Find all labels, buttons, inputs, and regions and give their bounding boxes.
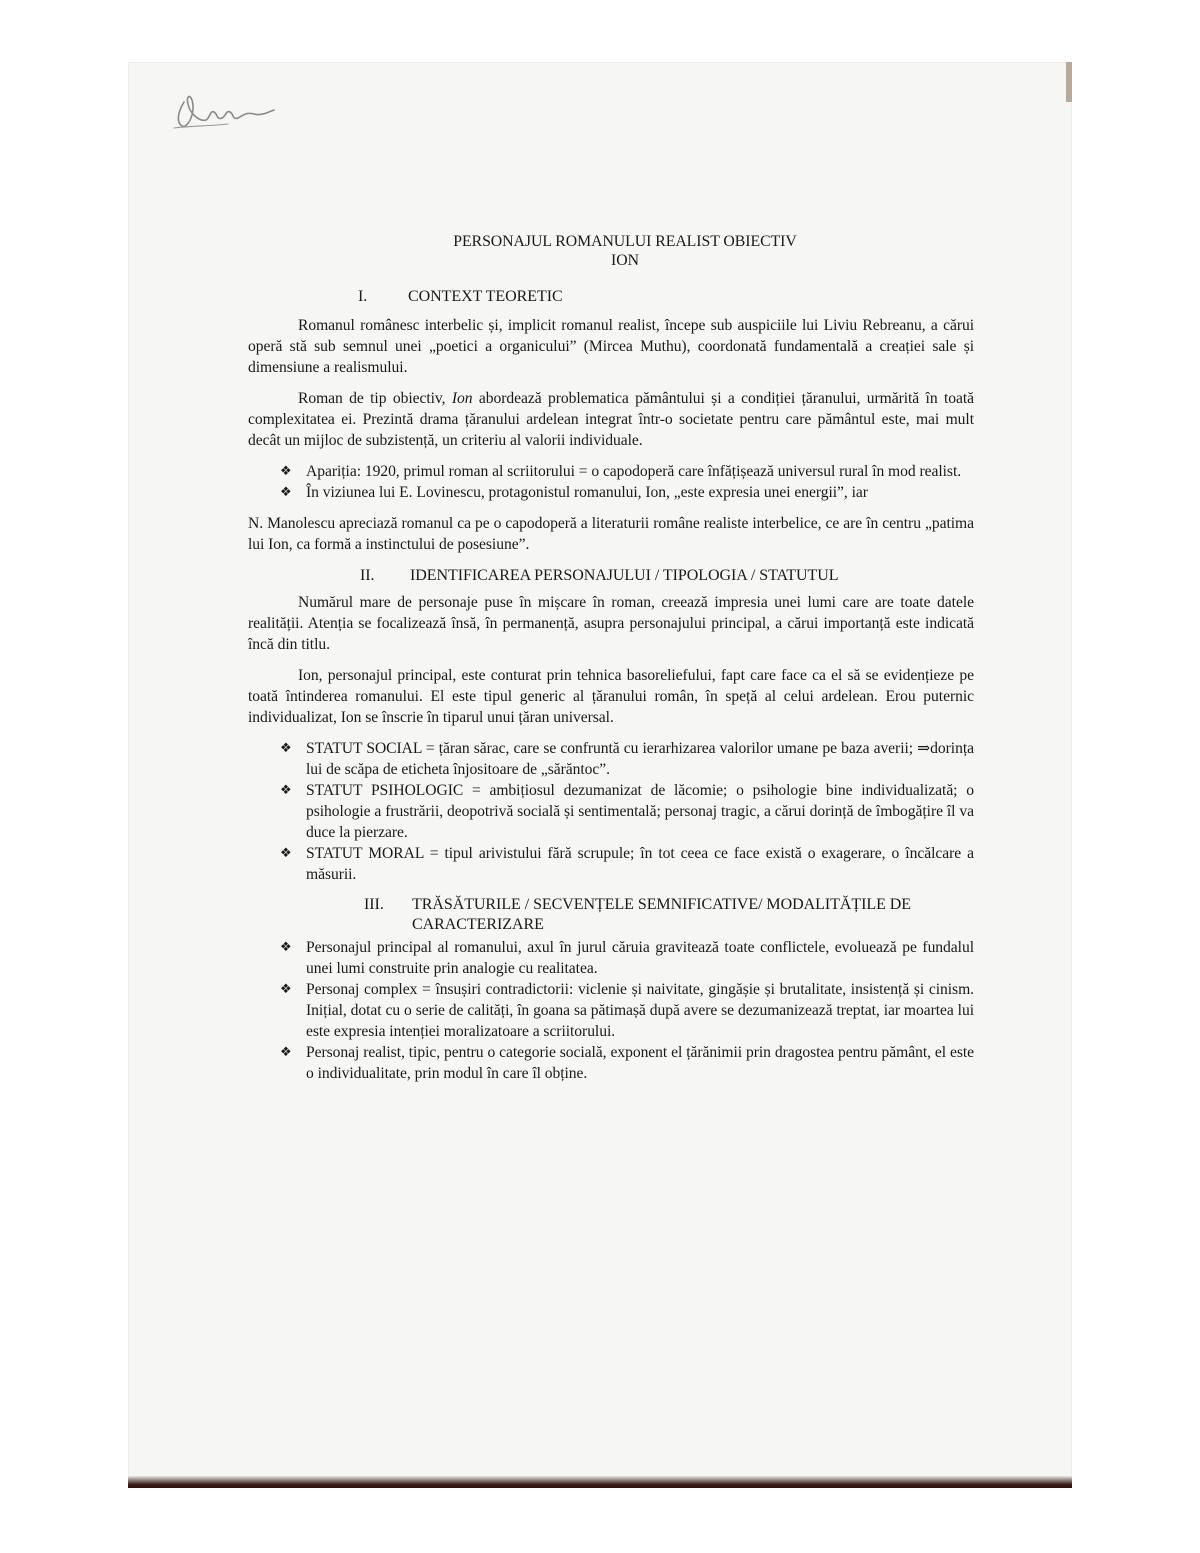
list-item: [248, 979, 974, 1042]
list-item: [248, 780, 974, 843]
list-item-text: Personaj complex = însușiri contradictorii: viclenie și naivitate, gingășie și brutalitate, insistență și cinism. Inițial, dotat cu o serie de calități, în goana sa pătimașă după avere se dezumanizează treptat, iar moartea lui este expresia intenției moralizatoare a scriitorului.: [306, 981, 974, 1040]
list-item: [248, 482, 974, 503]
list-item-text: În viziunea lui E. Lovinescu, protagonistul romanului, Ion, „este expresia unei energii”, iar: [306, 484, 868, 501]
document-body: [248, 232, 974, 1094]
section-heading-1: [248, 286, 974, 307]
list-item-text: Apariția: 1920, primul roman al scriitorului = o capodoperă care înfățișează universul rural în mod realist.: [306, 463, 962, 480]
bullet-list: [248, 738, 974, 885]
section-heading-3: [248, 895, 974, 935]
list-item: [248, 461, 974, 482]
title-line-1: PERSONAJUL ROMANULUI REALIST OBIECTIV: [453, 233, 797, 250]
handwritten-signature: [170, 82, 280, 142]
list-item-text: Personaj realist, tipic, pentru o categorie socială, exponent el țărănimii prin dragostea pentru pământ, el este o individualitate, prin modul în care îl obține.: [306, 1044, 974, 1082]
paragraph-text: abordează problematica pământului și a condiției țăranului, urmărită în toată complexitatea ei. Prezintă drama țăranului ardelean integrat într-o societate pentru care pământul este, mai mult decât un mijloc de subzistență, un criteriu al valorii individuale.: [248, 390, 974, 449]
list-item: [248, 1042, 974, 1084]
list-item-text: STATUT PSIHOLOGIC = ambițiosul dezumanizat de lăcomie; o psihologie bine individualizată; o psihologie a frustrării, deopotrivă socială și sentimentală; personaj tragic, a cărui dorință de îmbogățire îl va duce la pierzare.: [306, 782, 974, 841]
section-title: IDENTIFICAREA PERSONAJULUI / TIPOLOGIA / STATUTUL: [410, 567, 839, 584]
four-diamond-bullet-icon: ❖: [280, 485, 292, 500]
four-diamond-bullet-icon: ❖: [280, 982, 292, 997]
paragraph: Ion, personajul principal, este conturat prin tehnica basoreliefului, fapt care face ca el să se evidențieze pe toată întinderea romanului. El este tipul generic al țăranului român, în speță al celui ardelean. Erou puternic individualizat, Ion se înscrie în tiparul unui țăran universal.: [248, 667, 974, 726]
four-diamond-bullet-icon: ❖: [280, 1045, 292, 1060]
novel-title-italic: Ion: [451, 390, 473, 407]
four-diamond-bullet-icon: ❖: [280, 940, 292, 955]
paper-edge-right: [1066, 62, 1072, 102]
list-item: [248, 843, 974, 885]
four-diamond-bullet-icon: ❖: [280, 464, 292, 479]
paragraph: [248, 388, 974, 451]
section-number: II.: [360, 567, 375, 584]
title-line-2: ION: [611, 252, 639, 269]
document-title: [276, 232, 974, 270]
paper-edge-bottom: [128, 1476, 1072, 1488]
paragraph: Romanul românesc interbelic și, implicit romanul realist, începe sub auspiciile lui Liviu Rebreanu, a cărui operă stă sub semnul unei „poetici a organicului” (Mircea Muthu), coordonată fundamentală a creației sale și dimensiune a realismului.: [248, 317, 974, 376]
bullet-list: [248, 461, 974, 503]
list-item: [248, 738, 974, 780]
paragraph: Numărul mare de personaje puse în mișcare în roman, creează impresia unei lumi care are toate datele realității. Atenția se focalizează însă, în permanență, asupra personajului principal, a cărui importanță este indicată încă din titlu.: [248, 594, 974, 653]
four-diamond-bullet-icon: ❖: [280, 783, 292, 798]
four-diamond-bullet-icon: ❖: [280, 846, 292, 861]
list-item: [248, 937, 974, 979]
paragraph-text: Roman de tip obiectiv,: [298, 390, 452, 407]
section-title: TRĂSĂTURILE / SECVENȚELE SEMNIFICATIVE/ MODALITĂȚILE DE CARACTERIZARE: [412, 896, 911, 933]
four-diamond-bullet-icon: ❖: [280, 741, 292, 756]
list-item-text: STATUT MORAL = tipul arivistului fără scrupule; în tot ceea ce face există o exagerare, o încălcare a măsurii.: [306, 845, 974, 883]
bullet-list: [248, 937, 974, 1084]
section-heading-2: [248, 565, 974, 586]
section-title: CONTEXT TEORETIC: [408, 288, 563, 305]
list-item-text: STATUT SOCIAL = țăran sărac, care se confruntă cu ierarhizarea valorilor umane pe baza averii; ⇒dorința lui de scăpa de eticheta înjositoare de „sărăntoc”.: [306, 740, 974, 778]
section-number: I.: [358, 288, 368, 305]
paragraph: N. Manolescu apreciază romanul ca pe o capodoperă a literaturii române realiste interbelice, ce are în centru „patima lui Ion, ca formă a instinctului de posesiune”.: [248, 515, 974, 553]
section-number: III.: [364, 896, 384, 913]
list-item-text: Personajul principal al romanului, axul în jurul căruia gravitează toate conflictele, evoluează pe fundalul unei lumi construite prin analogie cu realitatea.: [306, 939, 974, 977]
